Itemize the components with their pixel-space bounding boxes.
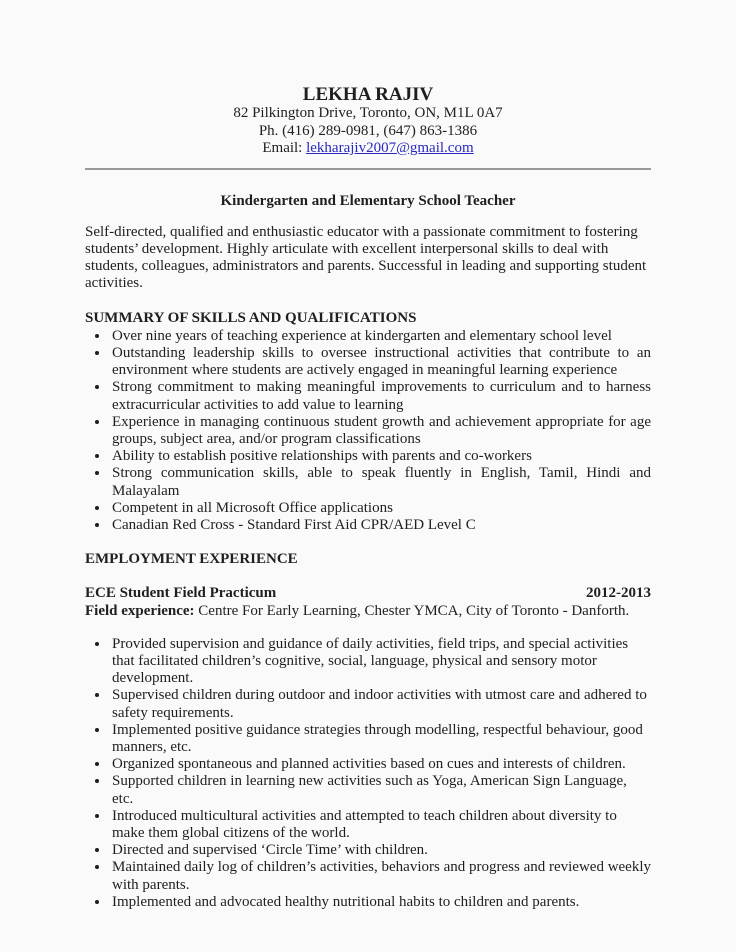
job-dates: 2012-2013 [586,585,651,602]
duty-item: • Directed and supervised ‘Circle Time’ with children. [110,842,651,859]
resume-document [85,0,651,911]
skills-item: • Experience in managing continuous student growth and achievement appropriate for age groups, subject area, and/or program classifications [110,414,651,448]
header-divider [85,168,651,170]
duty-item: • Maintained daily log of children’s activities, behaviors and progress and reviewed weekly with parents. [110,859,651,893]
email-link[interactable]: lekharajiv2007@gmail.com [306,140,474,156]
skills-list [85,328,651,534]
duty-item: • Supported children in learning new activities such as Yoga, American Sign Language, etc. [110,773,651,807]
employment-duties-list [85,636,651,911]
resume-header [85,84,651,158]
email-label: Email: [262,140,307,156]
field-experience-value: Centre For Early Learning, Chester YMCA, City of Toronto - Danforth. [194,602,630,619]
duty-item: • Implemented and advocated healthy nutritional habits to children and parents. [110,894,651,911]
skills-item: • Strong commitment to making meaningful improvements to curriculum and to harness extracurricular activities to add value to learning [110,379,651,413]
duty-item: • Introduced multicultural activities and attempted to teach children about diversity to make them global citizens of the world. [110,808,651,842]
skills-item: • Canadian Red Cross - Standard First Aid CPR/AED Level C [110,517,651,534]
skills-item: • Outstanding leadership skills to oversee instructional activities that contribute to an environment where students are actively engaged in meaningful learning experience [110,345,651,379]
profile-summary: Self-directed, qualified and enthusiastic educator with a passionate commitment to fostering students’ development. Highly articulate with excellent interpersonal skills to deal with students, colleagues, administrators and parents. Successful in leading and supporting student activities. [85,223,647,292]
duty-item: • Implemented positive guidance strategies through modelling, respectful behaviour, good manners, etc. [110,722,651,756]
job-title: ECE Student Field Practicum [85,585,277,602]
skills-item: • Strong communication skills, able to speak fluently in English, Tamil, Hindi and Malayalam [110,465,651,499]
candidate-name: LEKHA RAJIV [302,84,434,105]
skills-item: • Over nine years of teaching experience at kindergarten and elementary school level [110,328,651,345]
field-experience-label: Field experience: [85,602,195,619]
skills-item: • Ability to establish positive relationships with parents and co-workers [110,448,651,465]
resume-title: Kindergarten and Elementary School Teacher [220,192,516,209]
field-experience-row [85,603,651,620]
duty-item: • Provided supervision and guidance of daily activities, field trips, and special activities that facilitated children’s cognitive, social, language, physical and sensory motor development. [110,636,651,688]
phone-line: Ph. (416) 289-0981, (647) 863-1386 [258,122,478,139]
duty-item: • Organized spontaneous and planned activities based on cues and interests of children. [110,756,651,773]
job-title-row [85,585,651,602]
address-line: 82 Pilkington Drive, Toronto, ON, M1L 0A7 [233,105,503,121]
duty-item: • Supervised children during outdoor and indoor activities with utmost care and adhered to safety requirements. [110,687,651,721]
skills-section-heading: SUMMARY OF SKILLS AND QUALIFICATIONS [85,309,417,326]
email-line [85,140,651,158]
employment-section-heading: EMPLOYMENT EXPERIENCE [85,551,298,568]
skills-item: • Competent in all Microsoft Office applications [110,500,651,517]
